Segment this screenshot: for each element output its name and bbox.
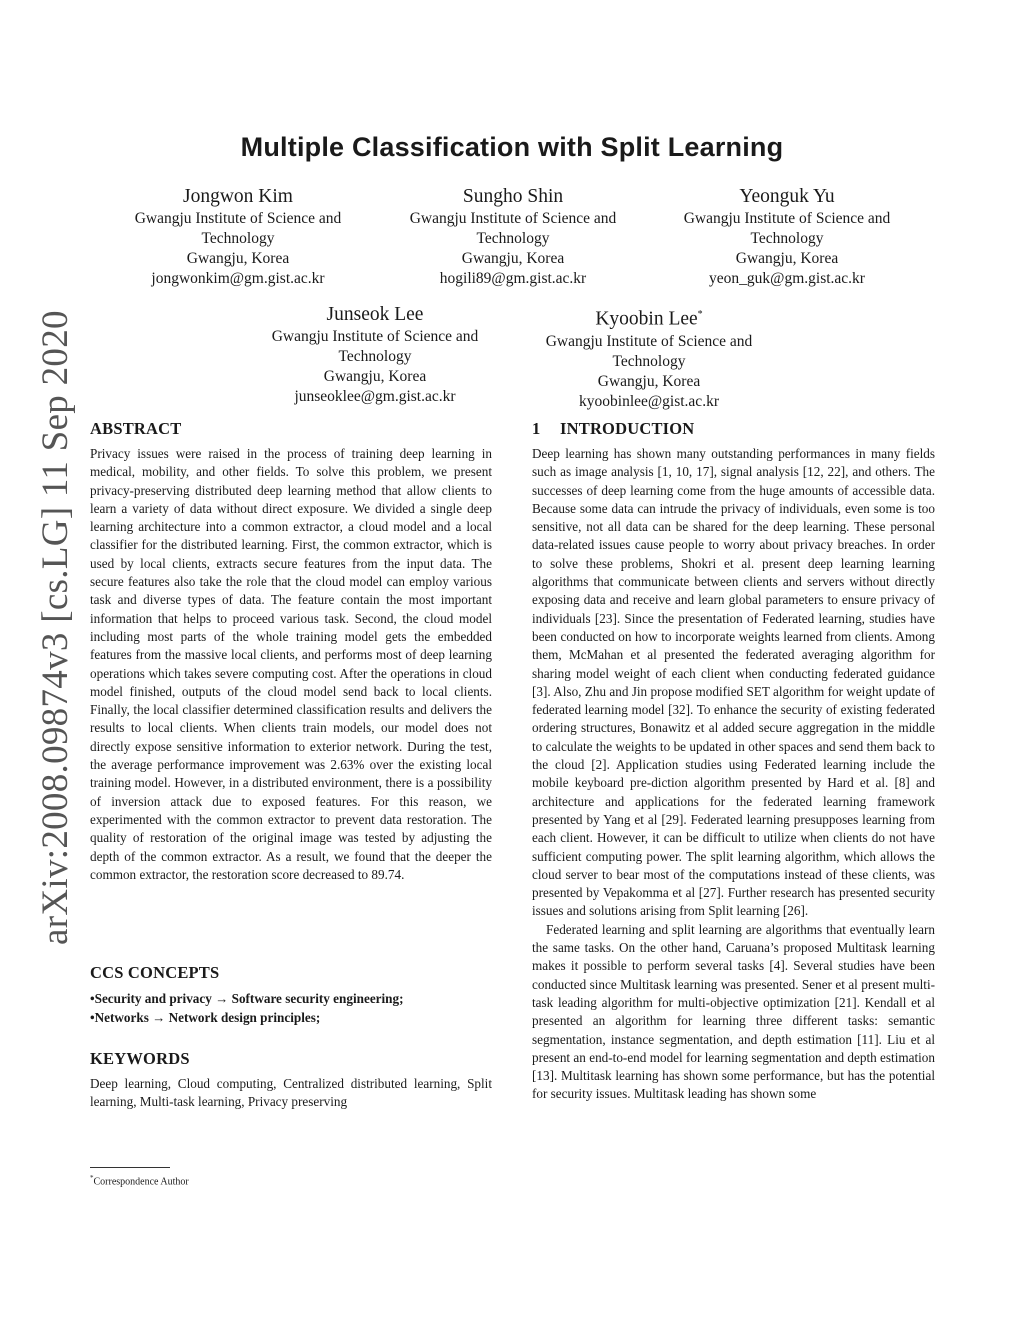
author-affiliation: Gwangju Institute of Science and Technology bbox=[545, 332, 753, 370]
abstract-heading: ABSTRACT bbox=[90, 419, 182, 438]
author-block bbox=[652, 185, 922, 289]
intro-paragraph: Federated learning and split learning are algorithms that eventually learn the same tasks. On the other hand, Caruana’s proposed Multitask learning makes it possible to perform several tasks [4]. Several studies have been conducted since Multitask learning was presented. Sener et al present multi-task leading algorithm for multi-objective optimization [21]. Kendall et al presented an algorithm for learning three different tasks: semantic segmentation, instance segmentation, and depth estimation [11]. Liu et al present an end-to-end model for learning segmentation and depth estimation [13]. Multitask learning has shown some performance, but has the potential for security issues. Multitask leading has shown some bbox=[532, 921, 935, 1102]
arxiv-identifier: arXiv:2008.09874v3 [cs.LG] 11 Sep 2020 bbox=[35, 310, 76, 945]
author-name: Jongwon Kim bbox=[183, 186, 293, 207]
footnote-divider bbox=[90, 1167, 170, 1168]
author-affiliation: Gwangju Institute of Science and Technology bbox=[271, 328, 479, 365]
ccs-heading: CCS CONCEPTS bbox=[90, 963, 220, 982]
author-location: Gwangju, Korea bbox=[323, 368, 427, 385]
keywords-section bbox=[90, 1049, 492, 1112]
author-name: Kyoobin Lee bbox=[595, 308, 698, 330]
author-block bbox=[514, 303, 784, 412]
author-email: junseoklee@gm.gist.ac.kr bbox=[294, 388, 456, 405]
author-block bbox=[378, 185, 648, 289]
author-affiliation: Gwangju Institute of Science and Technology bbox=[683, 210, 891, 247]
author-name: Sungho Shin bbox=[462, 186, 564, 207]
author-block bbox=[240, 303, 510, 407]
author-email: yeon_guk@gm.gist.ac.kr bbox=[709, 270, 865, 287]
author-email: jongwonkim@gm.gist.ac.kr bbox=[151, 270, 325, 287]
paper-title: Multiple Classification with Split Learning bbox=[240, 132, 784, 162]
ccs-concept-line: •Security and privacy → Software security engineering; bbox=[90, 991, 404, 1006]
ccs-section bbox=[90, 963, 492, 1027]
author-location: Gwangju, Korea bbox=[186, 250, 290, 267]
footnote bbox=[90, 1172, 189, 1188]
abstract-section bbox=[90, 419, 492, 884]
section-number: 1 bbox=[532, 419, 541, 438]
author-name-line bbox=[514, 303, 784, 332]
author-affiliation: Gwangju Institute of Science and Technology bbox=[409, 210, 617, 247]
correspondence-mark: * bbox=[697, 309, 703, 320]
ccs-concept-line: •Networks → Network design principles; bbox=[90, 1010, 321, 1025]
intro-paragraph: Deep learning has shown many outstanding performances in many fields such as image analysis [1, 10, 17], signal analysis [12, 22], and others. The successes of deep learning come from the huge amounts of accessible data. Because some data can intrude the privacy of individuals, even some is too sensitive, not all data can be shared for the deep learning. These personal data-related issues cause people to worry about privacy breaches. In order to solve these problems, Shokri et al. present deep learning learning algorithms that communicate between clients and servers without directly exposing data and receive and learn global parameters to ensure privacy of individuals [23]. Since the presentation of Federated learning, studies have been conducted on how to incorporate weights learned from clients. Among them, McMahan et al presented the federated averaging algorithm for sharing model weight of each client when conducting federated guidance [3]. Also, Zhu and Jin propose modified SET algorithm for weight update of federated learning model [32]. To enhance the security of existing federated ordering structures, Bonawitz et al added secure aggregation in the middle to calculate the weights to be updated in other spaces and send them back to the cloud [2]. Application studies using Federated learning include the mobile keyboard pre-diction algorithm presented by Hard et al. [8] and architecture and applications for the federated learning framework presented by Yang et al [29]. Federated learning presupposes learning from each client. However, it can be difficult to utilize when clients do not have sufficient computing power. The split learning algorithm, which allows the cloud server to bear most of the computations instead of these clients, was presented by Vepakomma et al [27]. Further research has presented security issues and solutions arising from Split learning [26]. bbox=[532, 446, 935, 919]
author-location: Gwangju, Korea bbox=[597, 372, 701, 390]
introduction-heading bbox=[532, 419, 935, 439]
author-location: Gwangju, Korea bbox=[735, 250, 839, 267]
keywords-text: Deep learning, Cloud computing, Centralized distributed learning, Split learning, Multi-task learning, Privacy preserving bbox=[90, 1076, 492, 1110]
author-affiliation: Gwangju Institute of Science and Technology bbox=[134, 210, 342, 247]
section-title: INTRODUCTION bbox=[560, 419, 695, 438]
author-name: Yeonguk Yu bbox=[739, 186, 835, 207]
abstract-text: Privacy issues were raised in the process of training deep learning in medical, mobility, and other fields. To solve this problem, we present privacy-preserving distributed deep learning method that allow clients to learn a variety of data without direct exposure. We divided a single deep learning architecture into a common extractor, a cloud model and a local classifier for the distributed learning. First, the common extractor, which is used by local clients, extracts secure features from the input data. The secure features also take the role that the cloud model can employ various task and diverse types of data. The feature contain the most important information that helps to proceed various task. Second, the cloud model including most parts of the whole training model gets the embedded features from the massive local clients, and performs most of deep learning operations which takes severe computing cost. After the operations in cloud model finished, outputs of the cloud model send back to local clients. Finally, the local classifier determined classification results and delivers the results to local clients. When clients train models, our model does not directly expose sensitive information to exterior network. During the test, the average performance improvement was 2.63% over the existing local training model. However, in a distributed environment, there is a possibility of inversion attack due to exposed features. For this reason, we experimented with the common extractor to prevent data restoration. The quality of restoration of the original image was tested by adjusting the depth of the common extractor. As a result, we found that the deeper the common extractor, the restoration score decreased to 89.74. bbox=[90, 446, 492, 882]
footnote-mark: * bbox=[90, 1174, 94, 1182]
keywords-heading: KEYWORDS bbox=[90, 1049, 190, 1068]
author-location: Gwangju, Korea bbox=[461, 250, 565, 267]
author-block bbox=[103, 185, 373, 289]
author-name: Junseok Lee bbox=[326, 304, 424, 325]
author-email: kyoobinlee@gist.ac.kr bbox=[579, 392, 719, 410]
author-email: hogili89@gm.gist.ac.kr bbox=[439, 270, 587, 287]
introduction-section bbox=[532, 419, 935, 1104]
footnote-text: Correspondence Author bbox=[93, 1176, 189, 1188]
